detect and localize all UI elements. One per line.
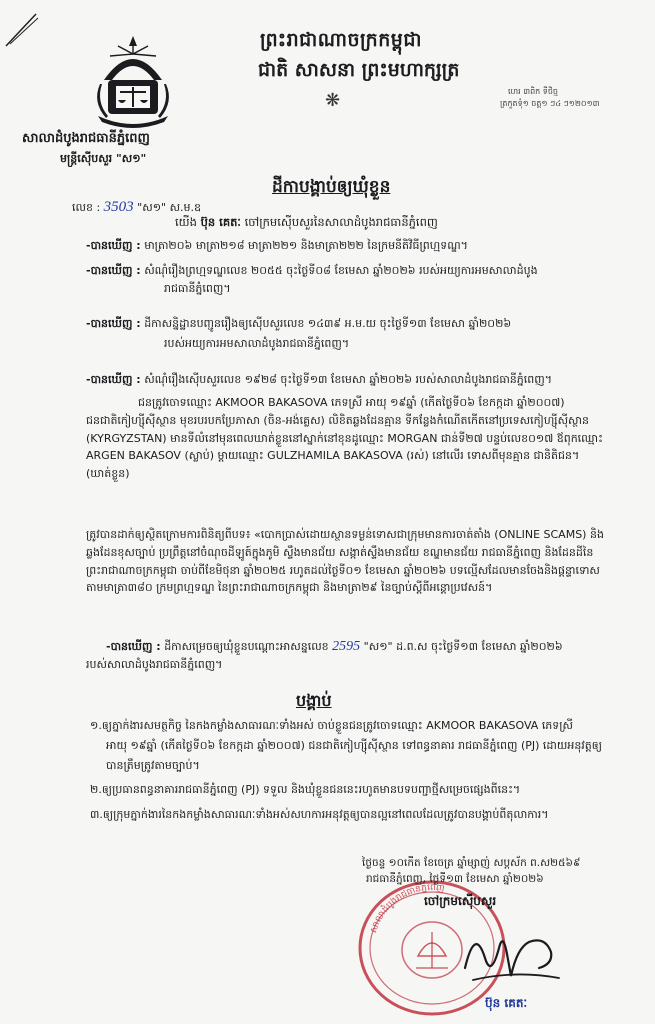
ref-prefix: លេខ :	[72, 201, 101, 214]
ref-number: 3503	[103, 199, 134, 215]
seen-text-2a: សំណុំរឿងព្រហ្មទណ្ឌលេខ ២០៥៥ ចុះថ្ងៃទី០៨ ខែមេសា ឆ្នាំ២០២៦ របស់អយ្យការអមសាលាដំបូង	[144, 264, 538, 277]
seen-text-7b: របស់សាលាដំបូងរាជធានីភ្នំពេញ។	[86, 658, 223, 671]
court-name: សាលាដំបូងរាជធានីភ្នំពេញ	[22, 131, 150, 146]
order-1b: អាយុ ១៩ឆ្នាំ (កើតថ្ងៃទី០៦ ខែកក្កដា ឆ្នាំ២០០៧) ជនជាតិកៀហ្ស៊ីស៊ីស្ថាន ទៅពន្ធនាគារ រាជធានីភ្នំពេញ (PJ) ដោយអនុវត្តឲ្យ	[106, 739, 603, 752]
judge-pre: យើង	[175, 215, 197, 229]
seen-text-7-mid: "ស១" ដ.ព.ស ចុះថ្ងៃទី១៣ ខែមេសា ឆ្នាំ២០២៦	[363, 640, 563, 653]
solar-date: ត្រកួតទុំ១ ចត្ត១ ៗ៤ ៗ១២០១៣	[500, 99, 600, 108]
ref-suffix: "ស១" ស.ម.ឧ	[137, 201, 202, 214]
document-title: ដីកាបង្គាប់ឲ្យឃុំខ្លួន	[272, 177, 391, 197]
seen-label: -បានឃើញ :	[86, 373, 141, 386]
order-1a: ១.ឲ្យភ្នាក់ងារសមត្ថកិច្ច នៃកងកម្លាំងសាធារណៈទាំងអស់ ចាប់ខ្លួនជនត្រូវចោទឈ្មោះ AKMOOR BAKASOVA ភេទស្រី	[90, 719, 574, 732]
judge-name: ប៊ុន គេតៈ	[200, 215, 241, 229]
ornament-icon: ❋	[325, 90, 341, 111]
handwritten-signature	[455, 918, 565, 990]
seen-row-1	[86, 238, 468, 254]
accused-paragraph: ជនត្រូវចោទឈ្មោះ AKMOOR BAKASOVA ភេទស្រី អាយុ ១៩ឆ្នាំ (កើតថ្ងៃទី០៦ ខែកក្កដា ឆ្នាំ២០០៧) ជនជាតិកៀហ្ស៊ីស៊ីស្ថាន មុខរបរបកប្រែភាសា (ចិន-អង់គ្លេស) លិខិតឆ្លងដែនគ្មាន ទីកន្លែងកំណើតកើតនៅប្រទេសកៀហ្ស៊ីស៊ីស្ថាន (KYRGYZSTAN) មានទីលំនៅមុនពេលឃាត់ខ្លួននៅស្នាក់នៅខុនដូឈ្មោះ MORGAN ជាន់ទី២៧ បន្ទប់លេខ០១៧ ឪពុកឈ្មោះ ARGEN BAKASOV (ស្លាប់) ម្តាយឈ្មោះ GULZHAMILA BAKASOVA (រស់) នៅលើរ ទោសពីមុនគ្មាន ជានិតិជន។ (ឃាត់ខ្លួន)	[86, 396, 603, 481]
signatory-name: ប៊ុន គេតៈ	[485, 996, 528, 1010]
kingdom-heading: ព្រះរាជាណាចក្រកម្ពុជា	[260, 29, 422, 51]
seen-text-3b: របស់អយ្យការអមសាលាដំបូងរាជធានីភ្នំពេញ។	[164, 337, 350, 350]
signature-date-solar: រាជធានីភ្នំពេញ, ថ្ងៃទី១៣ ខែមេសា ឆ្នាំ២០២៦	[366, 873, 544, 885]
seen-label: -បានឃើញ :	[106, 640, 161, 653]
detention-order-number: 2595	[332, 639, 361, 654]
order-2: ២.ឲ្យប្រធានពន្ធនាគាររាជធានីភ្នំពេញ (PJ) ទទួល និងឃុំខ្លួនជននេះរហូតមានបទបញ្ជាថ្មីសម្រេចផ្សេងពីនេះ។	[90, 783, 521, 796]
court-office: មន្ត្រីស៊ើបសួរ "ស១"	[60, 152, 147, 165]
seen-label: -បានឃើញ :	[86, 264, 141, 277]
court-emblem-icon	[88, 32, 178, 128]
order-3: ៣.ឲ្យក្រុមភ្នាក់ងារនៃកងកម្លាំងសាធារណៈទាំងអស់សហការអនុវត្តឲ្យបានល្អនៅពេលដែលត្រូវបានបង្គាប់ពីតុលាការ។	[90, 808, 549, 821]
judge-line	[175, 215, 438, 232]
order-1c: បានត្រឹមត្រូវតាមច្បាប់។	[106, 759, 200, 772]
order-heading: បង្គាប់	[296, 691, 332, 710]
seen-text-1: មាត្រា២០៦ មាត្រា២១៨ មាត្រា២២១ និងមាត្រា២២២ នៃក្រមនីតិវិធីព្រហ្មទណ្ឌ។	[144, 239, 468, 252]
seen-text-3a: ដីកាសន្និដ្ឋានបញ្ជូនរឿងឲ្យស៊ើបសួរលេខ ១៤៣៩ អ.ម.យ ចុះថ្ងៃទី១៣ ខែមេសា ឆ្នាំ២០២៦	[144, 317, 512, 330]
seen-text-7-pre: ដីកាសម្រេចឲ្យឃុំខ្លួនបណ្តោះអាសន្នលេខ	[164, 640, 329, 653]
seen-text-4: សំណុំរឿងស៊ើបសួរលេខ ១៩២៨ ចុះថ្ងៃទី១៣ ខែមេសា ឆ្នាំ២០២៦ របស់សាលាដំបូងរាជធានីភ្នំពេញ។	[144, 373, 552, 386]
seen-label: -បានឃើញ :	[86, 317, 141, 330]
charges-paragraph: ត្រូវបានដាក់ឲ្យស្ថិតក្រោមការពិនិត្យពីបទ៖ «បោកប្រាស់ដោយស្ថានទម្ងន់ទោសជាក្រុមមានការចាត់តាំង (ONLINE SCAMS) និងឆ្លងដែនខុសច្បាប់ ប្រព្រឹត្តនៅចំណុចដីឡូត៍ក្នុងភូមិ ស្ទឹងមានជ័យ សង្កាត់ស្ទឹងមានជ័យ ខណ្ឌមានជ័យ រាជធានីភ្នំពេញ និងដែនដីនៃព្រះរាជាណាចក្រកម្ពុជា ចាប់ពីខែមិថុនា ឆ្នាំ២០២៥ រហូតដល់ថ្ងៃទី០១ ខែមេសា ឆ្នាំ២០២៦ បទល្មើសដែលមានចែងនិងផ្តន្ទាទោសតាមមាត្រា៣៨០ ក្រមព្រហ្មទណ្ឌ នៃព្រះរាជាណាចក្រកម្ពុជា និងមាត្រា២៩ នៃច្បាប់ស្តីពីអន្តោប្រវេសន៍។	[86, 528, 604, 595]
seen-text-2b: រាជធានីភ្នំពេញ។	[164, 282, 231, 295]
signatory-title: ចៅក្រមស៊ើបសួរ	[424, 894, 497, 908]
seen-label: -បានឃើញ :	[86, 239, 141, 252]
signature-date-lunar: ថ្ងៃចន្ទ ១០កើត ខែចេត្រ ឆ្នាំម្សាញ់ សប្តស័ក ព.ស២៥៦៩	[362, 857, 581, 869]
seen-row-4	[86, 372, 552, 388]
lunar-date: ហេរ ៣ពិក ទីថិច្ម	[508, 87, 559, 96]
seen-row-2	[86, 263, 538, 279]
seen-row-3	[86, 316, 511, 332]
stamp-text: សាលាដំបូងរាជធានីភ្នំពេញ	[368, 882, 446, 935]
judge-post: ចៅក្រមស៊ើបសួរនៃសាលាដំបូងរាជធានីភ្នំពេញ	[244, 215, 438, 229]
pen-mark	[2, 10, 42, 50]
national-motto: ជាតិ សាសនា ព្រះមហាក្សត្រ	[258, 59, 460, 81]
seen-row-7	[106, 637, 563, 657]
